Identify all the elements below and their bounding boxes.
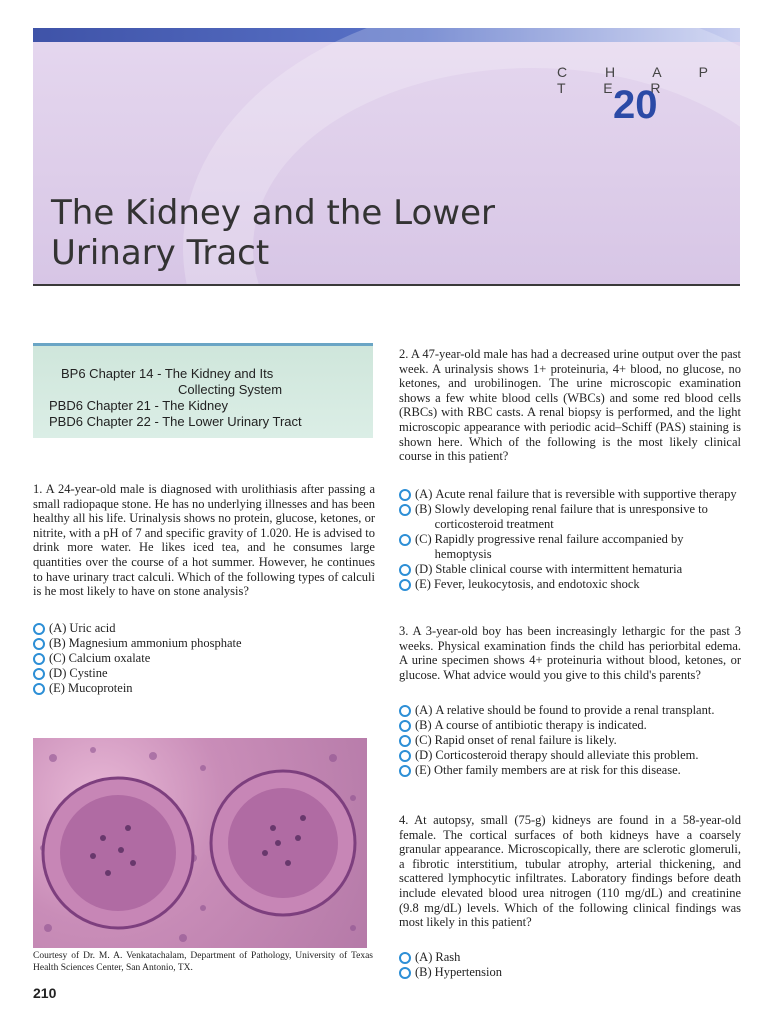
answer-option[interactable]: (C) Rapid onset of renal failure is likely. — [399, 733, 741, 748]
question-1-options — [33, 621, 373, 696]
radio-button-icon[interactable] — [33, 668, 45, 680]
reference-line: PBD6 Chapter 21 - The Kidney — [49, 398, 228, 413]
answer-option[interactable]: (D) Stable clinical course with intermittent hematuria — [399, 562, 741, 577]
radio-button-icon[interactable] — [399, 967, 411, 979]
page-number: 210 — [33, 985, 57, 1001]
radio-button-icon[interactable] — [33, 623, 45, 635]
answer-option[interactable]: (C) Rapidly progressive renal failure accompanied by hemoptysis — [399, 532, 741, 562]
radio-button-icon[interactable] — [399, 720, 411, 732]
figure-caption: Courtesy of Dr. M. A. Venkatachalam, Department of Pathology, University of Texas Health Sciences Center, San Antonio, TX. — [33, 951, 373, 973]
chapter-title-line-1: The Kidney and the Lower — [51, 193, 495, 233]
radio-button-icon[interactable] — [399, 564, 411, 576]
chapter-label: C H A P T E R — [557, 64, 725, 96]
radio-button-icon[interactable] — [399, 705, 411, 717]
radio-button-icon[interactable] — [399, 579, 411, 591]
answer-option[interactable]: (D) Cystine — [33, 666, 373, 681]
chapter-title — [51, 193, 651, 273]
answer-option[interactable]: (D) Corticosteroid therapy should alleviate this problem. — [399, 748, 741, 763]
reference-box — [33, 343, 373, 438]
reference-line: Collecting System — [178, 382, 283, 397]
answer-option[interactable]: (E) Fever, leukocytosis, and endotoxic shock — [399, 577, 741, 592]
question-1-stem: 1. A 24-year-old male is diagnosed with urolithiasis after passing a small radiopaque stone. He has no underlying illnesses and has been healthy all his life. Urinalysis shows no protein, glucose, ketones, or nitrite, with a pH of 7 and specific gravity of 1.020. He is advised to drink more water. He likes iced tea, and he consumes large quantities over the course of a hot summer. However, he continues to have urinary tract calculi. Which of the following types of calculi is he most likely to have on stone analysis? — [33, 482, 375, 599]
pas-stain-micrograph — [33, 738, 367, 948]
question-3-options — [399, 703, 741, 778]
answer-option[interactable]: (C) Calcium oxalate — [33, 651, 373, 666]
radio-button-icon[interactable] — [399, 952, 411, 964]
radio-button-icon[interactable] — [399, 735, 411, 747]
answer-option[interactable]: (B) Hypertension — [399, 965, 741, 980]
radio-button-icon[interactable] — [399, 489, 411, 501]
answer-option[interactable]: (A) Uric acid — [33, 621, 373, 636]
micrograph-image — [33, 738, 367, 948]
radio-button-icon[interactable] — [399, 750, 411, 762]
question-3-stem: 3. A 3-year-old boy has been increasingly lethargic for the past 3 weeks. Physical examination finds the child has periorbital edema. A urine specimen shows 4+ proteinuria without blood, ketones, or glucose. What advice would you give to this child's parents? — [399, 624, 741, 682]
answer-option[interactable]: (B) Magnesium ammonium phosphate — [33, 636, 373, 651]
reference-line: BP6 Chapter 14 - The Kidney and Its — [61, 366, 274, 381]
radio-button-icon[interactable] — [399, 534, 411, 546]
answer-option[interactable]: (B) A course of antibiotic therapy is indicated. — [399, 718, 741, 733]
radio-button-icon[interactable] — [33, 683, 45, 695]
chapter-title-line-2: Urinary Tract — [51, 233, 270, 273]
radio-button-icon[interactable] — [399, 504, 411, 516]
question-4-options — [399, 950, 741, 980]
question-2-options — [399, 487, 741, 592]
answer-option[interactable]: (E) Other family members are at risk for this disease. — [399, 763, 741, 778]
question-2-stem: 2. A 47-year-old male has had a decreased urine output over the past week. A urinalysis shows 1+ proteinuria, 4+ blood, no glucose, no ketones, and urobilinogen. The urine microscopic examination shows a few white blood cells (WBCs) and some red blood cells (RBCs) with RBC casts. A renal biopsy is performed, and the light microscopic appearance with periodic acid–Schiff (PAS) staining is shown here. Which of the following is the most likely clinical course in this patient? — [399, 347, 741, 464]
answer-option[interactable]: (A) A relative should be found to provide a renal transplant. — [399, 703, 741, 718]
reference-line: PBD6 Chapter 22 - The Lower Urinary Tract — [49, 414, 302, 429]
chapter-banner — [33, 28, 740, 286]
radio-button-icon[interactable] — [399, 765, 411, 777]
answer-option[interactable]: (A) Rash — [399, 950, 741, 965]
radio-button-icon[interactable] — [33, 638, 45, 650]
radio-button-icon[interactable] — [33, 653, 45, 665]
answer-option[interactable]: (B) Slowly developing renal failure that is unresponsive to corticosteroid treatment — [399, 502, 741, 532]
answer-option[interactable]: (A) Acute renal failure that is reversible with supportive therapy — [399, 487, 741, 502]
answer-option[interactable]: (E) Mucoprotein — [33, 681, 373, 696]
question-4-stem: 4. At autopsy, small (75-g) kidneys are found in a 58-year-old female. The cortical surfaces of both kidneys have a coarsely granular appearance. Microscopically, there are sclerotic glomeruli, a fibrotic interstitium, tubular atrophy, arterial thickening, and scattered lymphocytic infiltrates. Laboratory findings before death include elevated blood urea nitrogen (110 mg/dL) and creatinine (9.8 mg/dL) levels. Which of the following clinical findings was most likely in this patient? — [399, 813, 741, 930]
chapter-number: 20 — [613, 83, 658, 127]
